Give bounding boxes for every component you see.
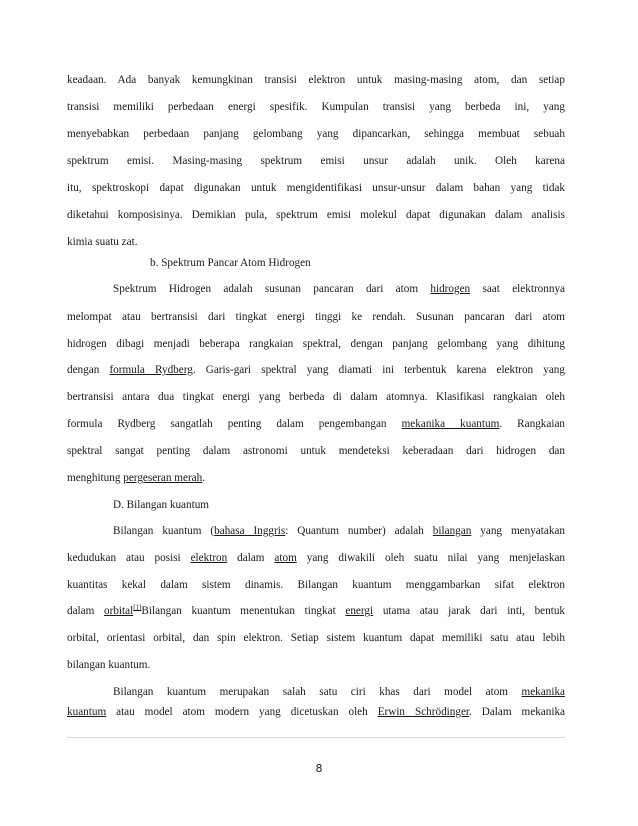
link-kuantum[interactable]: kuantum	[67, 706, 107, 718]
paragraph-line: hidrogen dibagi menjadi beberapa rangkaian spektral, dengan panjang gelombang yang dihitung	[67, 338, 565, 350]
section-heading: D. Bilangan kuantum	[113, 499, 210, 511]
paragraph-line: Bilangan kuantum merupakan salah satu ciri khas dari model atom mekanika	[113, 686, 566, 698]
link-bahasa-inggris[interactable]: bahasa Inggris	[214, 525, 286, 537]
link-elektron[interactable]: elektron	[190, 552, 228, 564]
paragraph-line: dengan formula Rydberg. Garis-gari spektral yang diamati ini terbentuk karena elektron yang	[67, 364, 565, 376]
footer-divider	[67, 737, 565, 738]
link-orbital[interactable]: orbital	[104, 605, 134, 617]
paragraph-line: orbital, orientasi orbital, dan spin elektron. Setiap sistem kuantum dapat memiliki satu atau lebih	[67, 632, 565, 644]
paragraph-line: menghitung pergeseran merah.	[67, 472, 206, 484]
link-mekanika[interactable]: mekanika	[521, 686, 566, 698]
paragraph-line: bertransisi antara dua tingkat energi yang berbeda di dalam atomnya. Klasifikasi rangkaian oleh	[67, 391, 565, 403]
paragraph-line: itu, spektroskopi dapat digunakan untuk mengidentifikasi unsur-unsur dalam bahan yang tidak	[67, 182, 565, 194]
link-hidrogen[interactable]: hidrogen	[430, 283, 471, 295]
paragraph-line: formula Rydberg sangatlah penting dalam pengembangan mekanika kuantum. Rangkaian	[67, 418, 566, 430]
link-energi[interactable]: energi	[345, 605, 374, 617]
paragraph-line: kuantum atau model atom modern yang dicetuskan oleh Erwin Schrödinger. Dalam mekanika	[67, 706, 566, 718]
link-erwin-schrodinger[interactable]: Erwin Schrödinger	[377, 706, 470, 718]
paragraph-line: melompat atau bertransisi dari tingkat energi tinggi ke rendah. Susunan pancaran dari atom	[67, 311, 565, 323]
paragraph-line: transisi memiliki perbedaan energi spesifik. Kumpulan transisi yang berbeda ini, yang	[67, 101, 565, 113]
link-pergeseran-merah[interactable]: pergeseran merah	[123, 472, 203, 484]
paragraph-line: bilangan kuantum.	[67, 659, 151, 671]
paragraph-line: dalam orbital[1]Bilangan kuantum menentukan tingkat energi utama atau jarak dari inti, bentuk	[67, 603, 566, 617]
paragraph-line: keadaan. Ada banyak kemungkinan transisi elektron untuk masing-masing atom, dan setiap	[67, 74, 565, 86]
link-mekanika-kuantum[interactable]: mekanika kuantum	[401, 418, 500, 430]
citation-link[interactable]: [1]	[133, 603, 142, 612]
paragraph-line: spektral sangat penting dalam astronomi untuk mendeteksi keberadaan dari hidrogen dan	[67, 445, 565, 457]
link-atom[interactable]: atom	[274, 552, 297, 564]
section-heading: b. Spektrum Pancar Atom Hidrogen	[150, 257, 311, 269]
paragraph-line: kedudukan atau posisi elektron dalam atom yang diwakili oleh suatu nilai yang menjelaskan	[67, 552, 566, 564]
link-formula-rydberg[interactable]: formula Rydberg	[109, 364, 193, 376]
paragraph-line: kuantitas kekal dalam sistem dinamis. Bilangan kuantum menggambarkan sifat elektron	[67, 579, 565, 591]
page-number: 8	[315, 762, 323, 775]
paragraph-line: diketahui komposisinya. Demikian pula, spektrum emisi molekul dapat digunakan dalam analisis	[67, 209, 565, 221]
paragraph-line: menyebabkan perbedaan panjang gelombang yang dipancarkan, sehingga membuat sebuah	[67, 128, 565, 140]
paragraph-line: Spektrum Hidrogen adalah susunan pancaran dari atom hidrogen saat elektronnya	[113, 283, 566, 295]
paragraph-line: spektrum emisi. Masing-masing spektrum emisi unsur adalah unik. Oleh karena	[67, 155, 565, 167]
link-bilangan[interactable]: bilangan	[432, 525, 472, 537]
paragraph-line: kimia suatu zat.	[67, 236, 138, 248]
paragraph-line: Bilangan kuantum (bahasa Inggris: Quantum number) adalah bilangan yang menyatakan	[113, 525, 565, 537]
